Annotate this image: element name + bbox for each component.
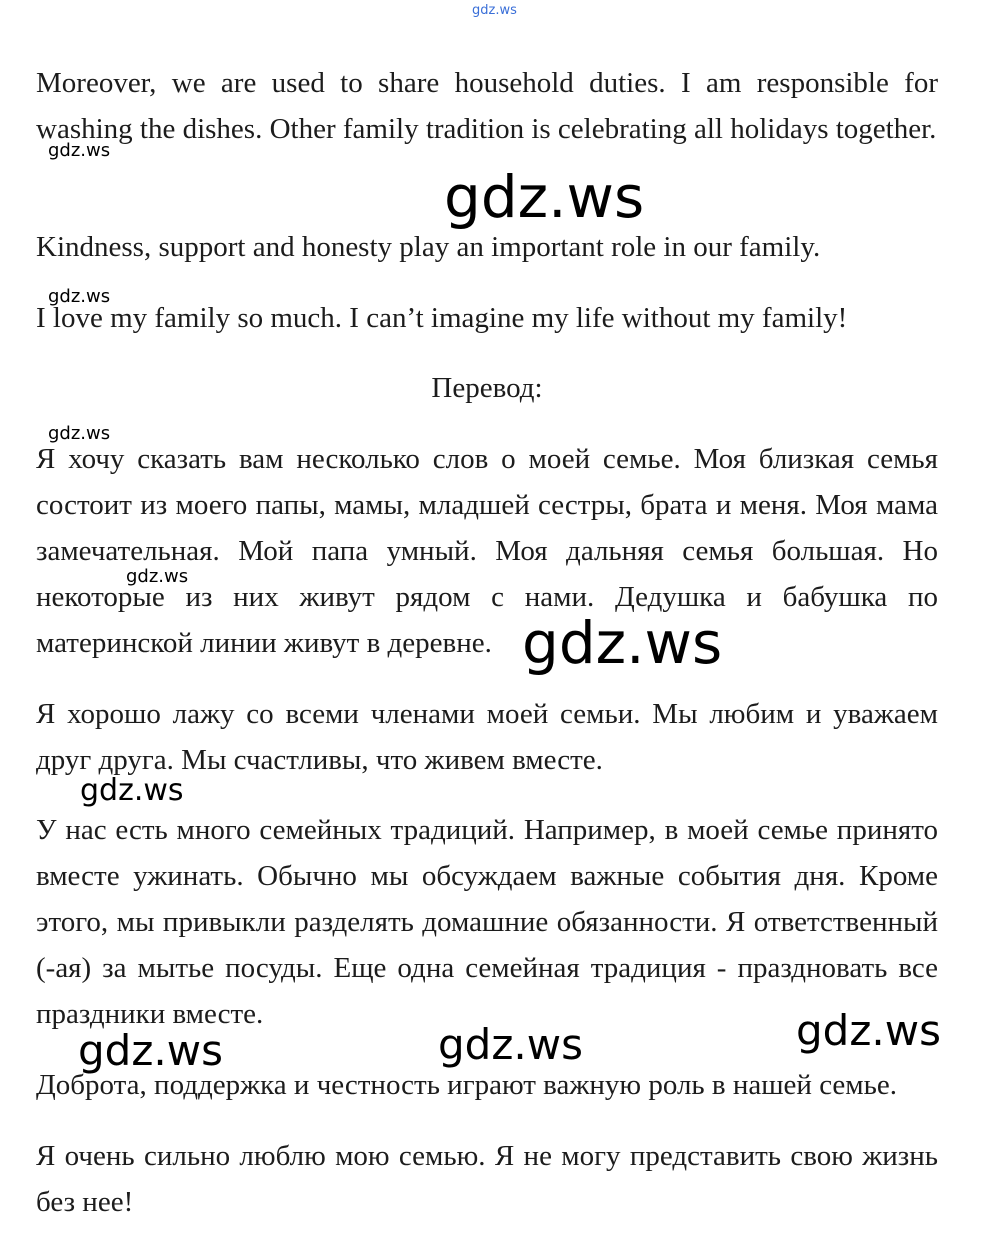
watermark: gdz.ws <box>48 423 111 444</box>
watermark: gdz.ws <box>126 566 189 587</box>
russian-paragraph-3: У нас есть много семейных традиций. Например, в моей семье принято вместе ужинать. Обычно мы обсуждаем важные события дня. Кроме этого, мы привыкли разделять домашние обязанности. Я ответственный (-ая) за мытье посуды. Еще одна семейная традиция - праздновать все праздники вместе. <box>36 814 938 1030</box>
watermark: gdz.ws <box>48 286 111 307</box>
english-paragraph-1: Moreover, we are used to share household duties. I am responsible for washing the dishes. Other family tradition is celebrating all holidays together. <box>36 67 938 145</box>
translation-heading: Перевод: <box>431 372 543 404</box>
english-paragraph-2: Kindness, support and honesty play an important role in our family. <box>36 231 821 263</box>
russian-paragraph-5: Я очень сильно люблю мою семью. Я не могу представить свою жизнь без нее! <box>36 1140 938 1218</box>
watermark: gdz.ws <box>444 163 645 231</box>
watermark: gdz.ws <box>472 3 517 18</box>
watermark: gdz.ws <box>796 1006 941 1055</box>
watermark: gdz.ws <box>80 773 184 808</box>
russian-paragraph-1: Я хочу сказать вам несколько слов о моей семье. Моя близкая семья состоит из моего папы, мамы, младшей сестры, брата и меня. Моя мама замечательная. Мой папа умный. Моя дальняя семья большая. Но некоторые из них живут рядом с нами. Дедушка и бабушка по материнской линии живут в деревне. <box>36 443 938 659</box>
russian-paragraph-4: Доброта, поддержка и честность играют важную роль в нашей семье. <box>36 1069 897 1101</box>
english-paragraph-3: I love my family so much. I can’t imagine my life without my family! <box>36 302 848 334</box>
watermark: gdz.ws <box>522 609 723 677</box>
watermark: gdz.ws <box>438 1020 583 1069</box>
watermark: gdz.ws <box>78 1026 223 1075</box>
watermark: gdz.ws <box>48 140 111 161</box>
russian-paragraph-2: Я хорошо лажу со всеми членами моей семьи. Мы любим и уважаем друг друга. Мы счастливы, что живем вместе. <box>36 698 938 776</box>
